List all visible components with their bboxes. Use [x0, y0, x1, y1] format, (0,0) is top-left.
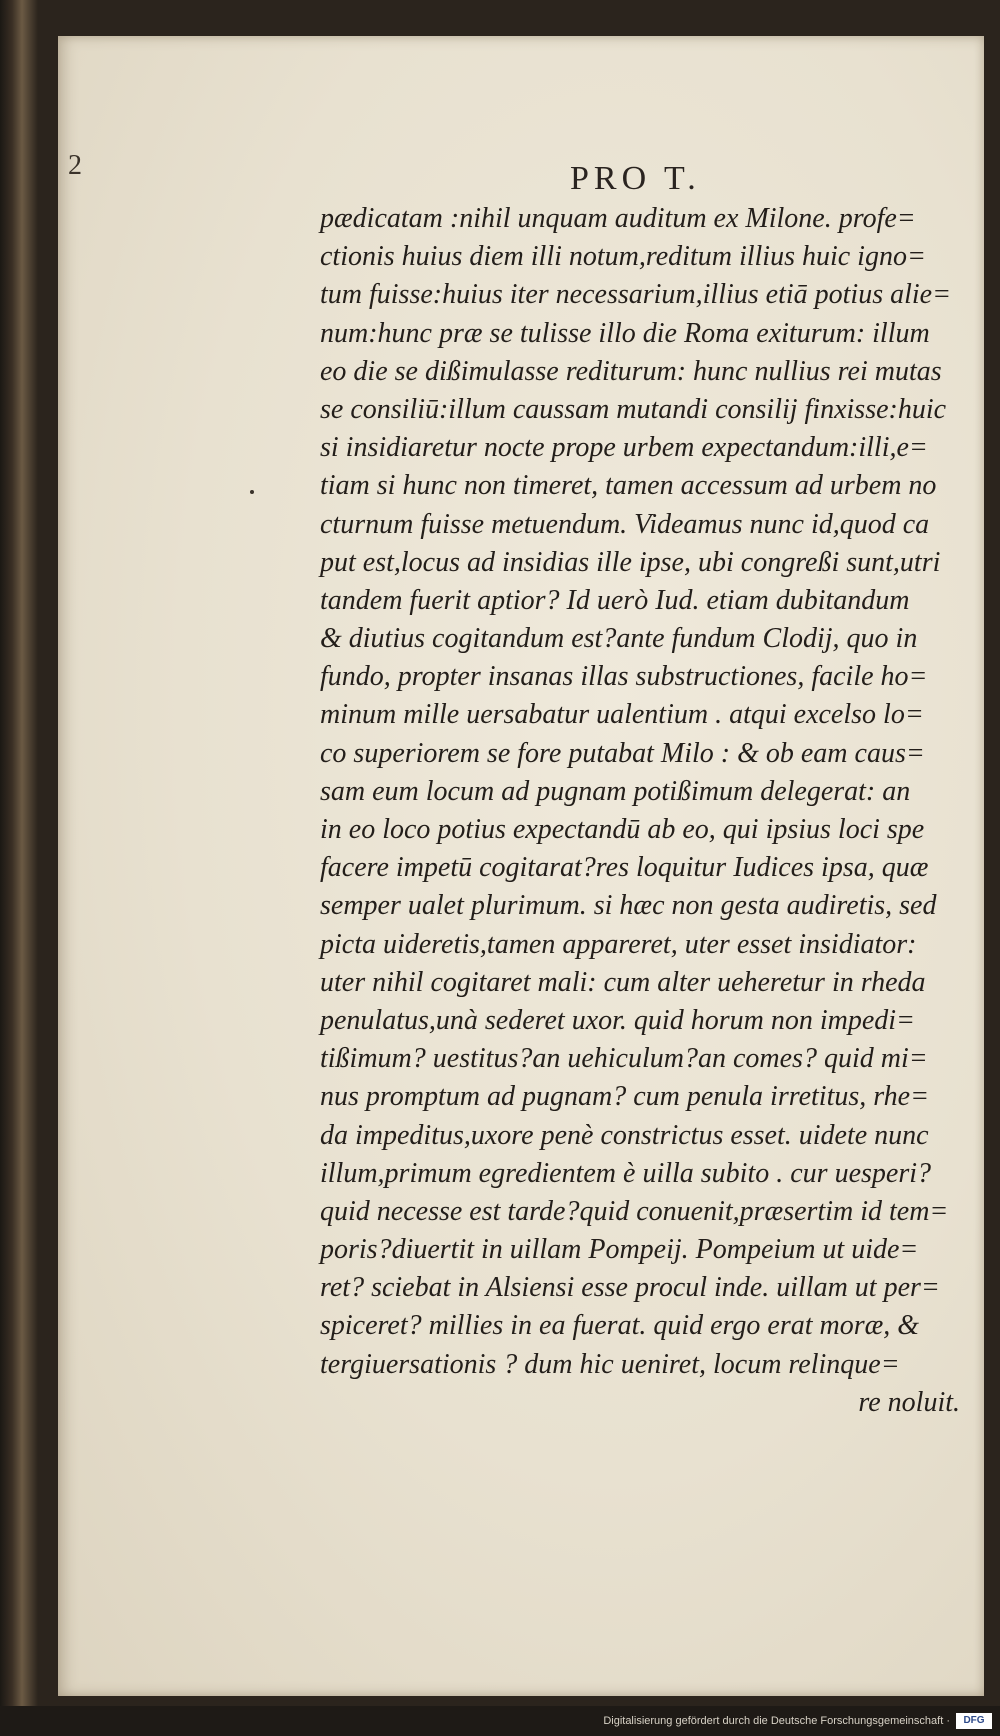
text-line: uter nihil cogitaret mali: cum alter ueheretur in rheda: [320, 966, 926, 998]
text-line: co superiorem se fore putabat Milo : & ob eam caus=: [320, 737, 925, 769]
text-line: penulatus,unà sederet uxor. quid horum non impedi=: [320, 1004, 915, 1036]
text-line: tandem fuerit aptior? Id uerò Iud. etiam dubitandum: [320, 584, 910, 616]
text-line: quid necesse est tarde?quid conuenit,præsertim id tem=: [320, 1195, 949, 1227]
text-line: eo die se dißimulasse rediturum: hunc nullius rei mutas: [320, 355, 942, 387]
text-line: nus promptum ad pugnam? cum penula irretitus, rhe=: [320, 1081, 929, 1113]
text-line: ctionis huius diem illi notum,reditum illius huic igno=: [320, 241, 926, 273]
text-line: tißimum? uestitus?an uehiculum?an comes? quid mi=: [320, 1043, 928, 1075]
footer-credit: Digitalisierung gefördert durch die Deutsche Forschungsgemeinschaft ·: [603, 1715, 950, 1727]
ink-speck: [250, 490, 254, 494]
text-line: poris?diuertit in uillam Pompeij. Pompeium ut uide=: [320, 1234, 919, 1266]
text-line: ret? sciebat in Alsiensi esse procul inde. uillam ut per=: [320, 1272, 940, 1304]
text-line: semper ualet plurimum. si hæc non gesta audiretis, sed: [320, 890, 937, 922]
text-line: facere impetū cogitarat?res loquitur Iudices ipsa, quæ: [320, 852, 929, 884]
digitization-footer: [0, 1706, 1000, 1736]
text-line: num:hunc præ se tulisse illo die Roma exiturum: illum: [320, 317, 930, 349]
text-line: re noluit.: [858, 1386, 960, 1418]
text-line: se consiliū:illum caussam mutandi consilij finxisse:huic: [320, 393, 947, 425]
text-line: cturnum fuisse metuendum. Videamus nunc id,quod ca: [320, 508, 930, 540]
text-line: si insidiaretur nocte prope urbem expectandum:illi,e=: [320, 432, 928, 464]
text-line: & diutius cogitandum est?ante fundum Clodij, quo in: [320, 623, 918, 655]
text-line: in eo loco potius expectandū ab eo, qui ipsius loci spe: [320, 814, 925, 845]
dfg-logo: DFG: [956, 1713, 992, 1729]
text-line: put est,locus ad insidias ille ipse, ubi congreßi sunt,utri: [320, 546, 941, 578]
text-line: spiceret? millies in ea fuerat. quid ergo erat moræ, &: [320, 1310, 920, 1342]
running-head: PRO T.: [570, 160, 701, 197]
margin-mark: 2: [68, 150, 82, 181]
text-line: sam eum locum ad pugnam potißimum delegerat: an: [320, 775, 911, 807]
text-line: tergiuersationis ? dum hic ueniret, locum relinque=: [320, 1348, 900, 1380]
text-line: fundo, propter insanas illas substructiones, facile ho=: [320, 661, 928, 693]
text-line: pædicatam :nihil unquam auditum ex Milone. profe=: [320, 203, 916, 234]
text-line: tiam si hunc non timeret, tamen accessum ad urbem no: [320, 470, 937, 502]
body-text: [320, 200, 960, 1422]
text-line: picta uideretis,tamen appareret, uter esset insidiator:: [320, 928, 917, 960]
text-line: tum fuisse:huius iter necessarium,illius etiā potius alie=: [320, 279, 951, 311]
text-line: da impeditus,uxore penè constrictus esset. uidete nunc: [320, 1119, 929, 1151]
text-line: illum,primum egredientem è uilla subito . cur uesperi?: [320, 1157, 931, 1189]
text-line: minum mille uersabatur ualentium . atqui excelso lo=: [320, 699, 924, 731]
